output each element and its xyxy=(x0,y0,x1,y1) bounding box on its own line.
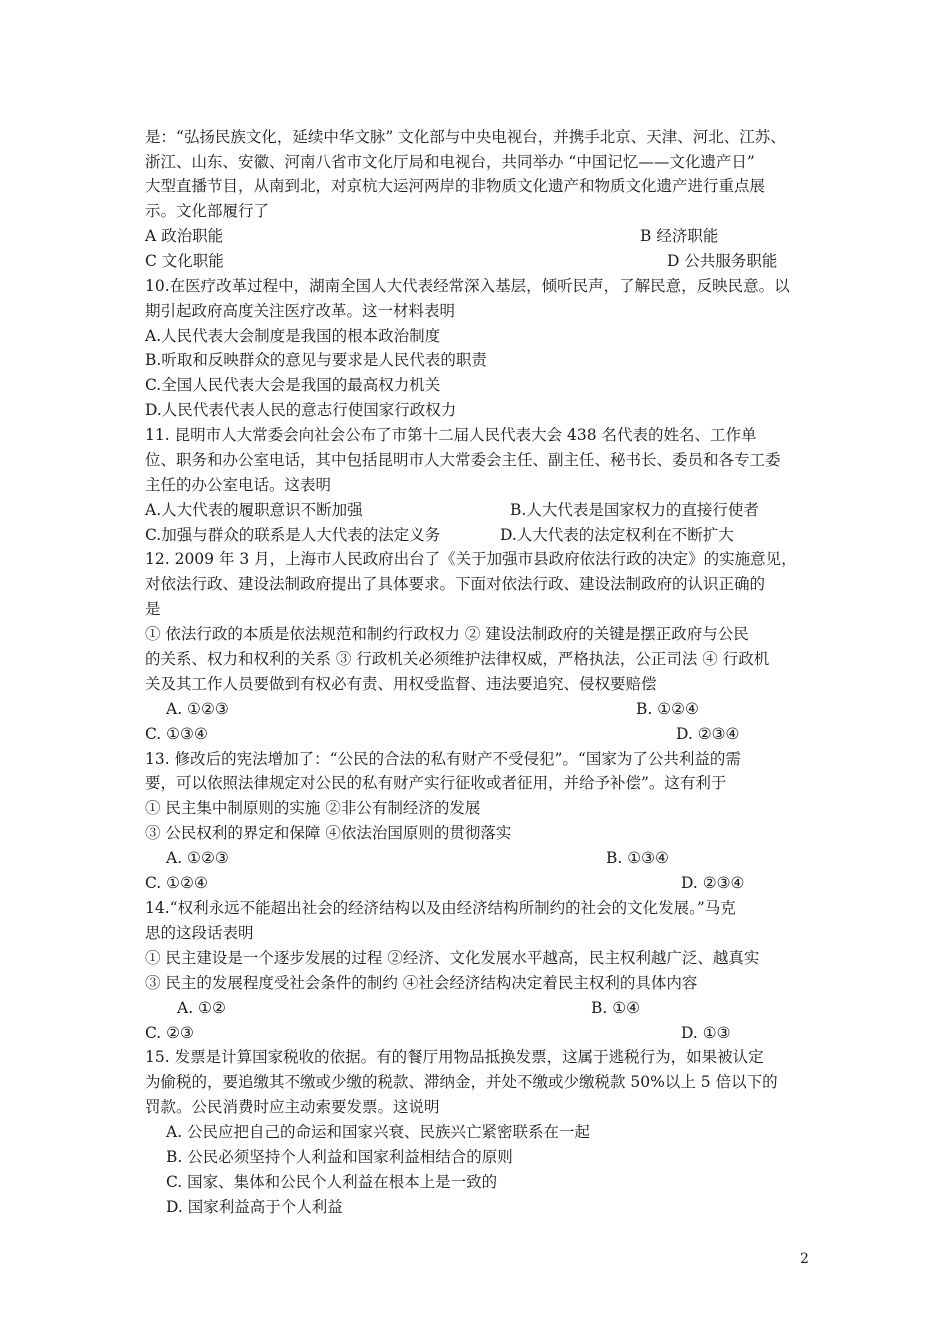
q13-option-d: D. ②③④ xyxy=(681,874,745,892)
q14-line-1: 14.“权利永远不能超出社会的经济结构以及由经济结构所制约的社会的文化发展。”马克 xyxy=(145,899,736,917)
q13-line-3: ① 民主集中制原则的实施 ②非公有制经济的发展 xyxy=(145,799,481,817)
q13-line-2: 要，可以依照法律规定对公民的私有财产实行征收或者征用，并给予补偿”。这有利于 xyxy=(145,774,727,792)
q13-line-4: ③ 公民权利的界定和保障 ④依法治国原则的贯彻落实 xyxy=(145,824,512,842)
q9-option-b: B 经济职能 xyxy=(640,227,719,245)
q10-line-2: 期引起政府高度关注医疗改革。这一材料表明 xyxy=(145,302,456,320)
q11-option-c: C.加强与群众的联系是人大代表的法定义务 xyxy=(145,526,441,544)
q13-line-1: 13. 修改后的宪法增加了：“公民的合法的私有财产不受侵犯”。“国家为了公共利益的需 xyxy=(145,750,741,768)
q15-option-a: A. 公民应把自己的命运和国家兴衰、民族兴亡紧密联系在一起 xyxy=(166,1123,591,1141)
q15-line-2: 为偷税的，要追缴其不缴或少缴的税款、滞纳金，并处不缴或少缴税款 50%以上 5 倍以下的 xyxy=(145,1073,778,1091)
q9-line-4: 示。文化部履行了 xyxy=(145,202,270,220)
q9-option-c: C 文化职能 xyxy=(145,252,224,270)
q12-option-a: A. ①②③ xyxy=(166,700,229,718)
q9-line-3: 大型直播节目，从南到北，对京杭大运河两岸的非物质文化遗产和物质文化遗产进行重点展 xyxy=(145,177,766,195)
q14-line-4: ③ 民主的发展程度受社会条件的制约 ④社会经济结构决定着民主权利的具体内容 xyxy=(145,974,698,992)
q14-line-2: 思的这段话表明 xyxy=(145,924,254,942)
q9-line-2: 浙江、山东、安徽、河南八省市文化厅局和电视台，共同举办 “中国记忆——文化遗产日” xyxy=(145,153,755,171)
q11-line-3: 主任的办公室电话。这表明 xyxy=(145,476,332,494)
q12-line-1: 12. 2009 年 3 月，上海市人民政府出台了《关于加强市县政府依法行政的决定》的实施意见， xyxy=(145,550,797,568)
q12-option-b: B. ①②④ xyxy=(636,700,699,718)
q14-option-d: D. ①③ xyxy=(681,1024,731,1042)
q13-option-b: B. ①③④ xyxy=(606,849,669,867)
q10-option-a: A.人民代表大会制度是我国的根本政治制度 xyxy=(145,327,441,345)
q12-line-5: 的关系、权力和权利的关系 ③ 行政机关必须维护法律权威，严格执法，公正司法 ④ 行政机 xyxy=(145,650,770,668)
q10-option-c: C.全国人民代表大会是我国的最高权力机关 xyxy=(145,376,441,394)
q10-option-b: B.听取和反映群众的意见与要求是人民代表的职责 xyxy=(145,351,487,369)
q14-option-a: A. ①② xyxy=(177,999,226,1017)
q14-option-c: C. ②③ xyxy=(145,1024,194,1042)
q13-option-c: C. ①②④ xyxy=(145,874,208,892)
q11-option-d: D.人大代表的法定权利在不断扩大 xyxy=(500,526,734,544)
q10-option-d: D.人民代表代表人民的意志行使国家行政权力 xyxy=(145,401,457,419)
q12-option-d: D. ②③④ xyxy=(676,725,740,743)
q15-option-b: B. 公民必须坚持个人利益和国家利益相结合的原则 xyxy=(166,1148,513,1166)
q15-option-c: C. 国家、集体和公民个人利益在根本上是一致的 xyxy=(166,1173,498,1191)
q11-option-b: B.人大代表是国家权力的直接行使者 xyxy=(510,501,759,519)
page-number: 2 xyxy=(800,1251,809,1267)
q14-line-3: ① 民主建设是一个逐步发展的过程 ②经济、文化发展水平越高，民主权利越广泛、越真实 xyxy=(145,949,760,967)
q9-line-1: 是：“弘扬民族文化，延续中华文脉” 文化部与中央电视台，并携手北京、天津、河北、江苏、 xyxy=(145,128,786,146)
q11-line-1: 11. 昆明市人大常委会向社会公布了市第十二届人民代表大会 438 名代表的姓名、工作单 xyxy=(145,426,757,444)
q9-option-d: D 公共服务职能 xyxy=(667,252,778,270)
q12-line-4: ① 依法行政的本质是依法规范和制约行政权力 ② 建设法制政府的关键是摆正政府与公民 xyxy=(145,625,749,643)
q10-line-1: 10.在医疗改革过程中，湖南全国人大代表经常深入基层，倾听民声，了解民意，反映民意。以 xyxy=(145,277,790,295)
q15-option-d: D. 国家利益高于个人利益 xyxy=(166,1198,343,1216)
q14-option-b: B. ①④ xyxy=(591,999,641,1017)
q11-option-a: A.人大代表的履职意识不断加强 xyxy=(145,501,363,519)
q12-line-6: 关及其工作人员要做到有权必有责、用权受监督、违法要追究、侵权要赔偿 xyxy=(145,675,657,693)
q12-line-3: 是 xyxy=(145,600,161,618)
q9-option-a: A 政治职能 xyxy=(145,227,224,245)
q13-option-a: A. ①②③ xyxy=(166,849,229,867)
q11-line-2: 位、职务和办公室电话，其中包括昆明市人大常委会主任、副主任、秘书长、委员和各专工委 xyxy=(145,451,781,469)
q12-option-c: C. ①③④ xyxy=(145,725,208,743)
q15-line-1: 15. 发票是计算国家税收的依据。有的餐厅用物品抵换发票，这属于逃税行为，如果被认定 xyxy=(145,1048,764,1066)
q12-line-2: 对依法行政、建设法制政府提出了具体要求。下面对依法行政、建设法制政府的认识正确的 xyxy=(145,575,766,593)
q15-line-3: 罚款。公民消费时应主动索要发票。这说明 xyxy=(145,1098,440,1116)
